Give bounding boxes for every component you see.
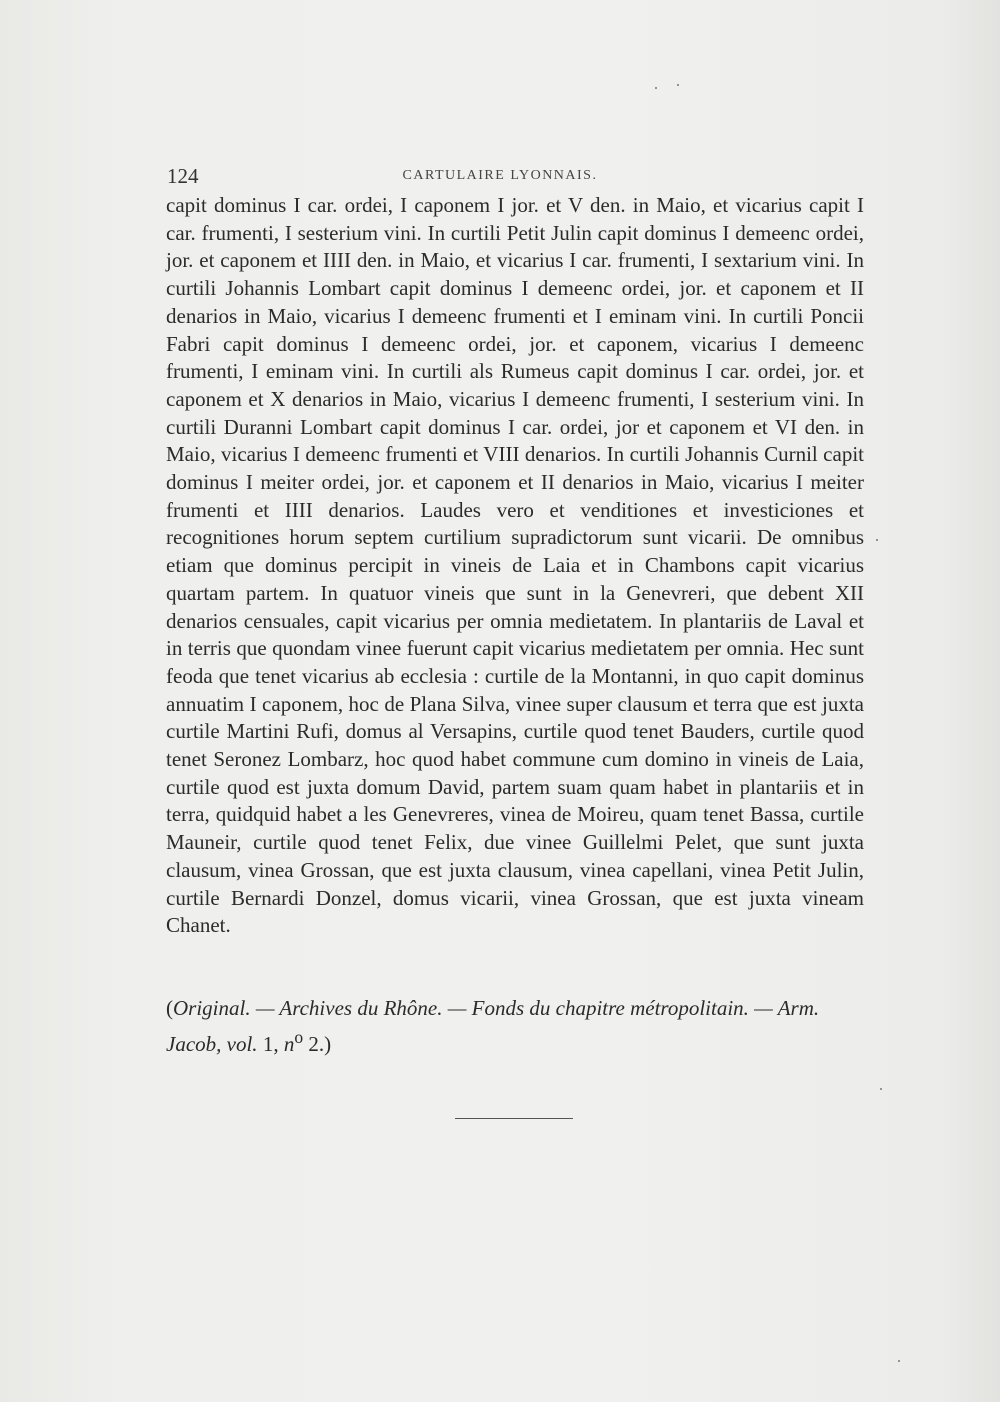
paper-speck	[876, 539, 878, 541]
end-rule	[455, 1118, 573, 1119]
running-title: CARTULAIRE LYONNAIS.	[402, 168, 598, 183]
paper-speck	[677, 84, 679, 86]
source-no-number: 2.)	[308, 1032, 332, 1056]
paper-speck	[898, 1360, 900, 1362]
page-header	[167, 164, 833, 194]
charter-text: capit dominus I car. ordei, I caponem I jor. et V den. in Maio, et vicarius capit I car. frumenti, I sesterium vini. In curtili Petit Julin capit dominus I demeenc ordei, jor. et caponem et IIII den. in Maio, et vicarius I car. frumenti, I sextarium vini. In curtili Johannis Lombart capit dominus I demeenc ordei, jor. et caponem et II denarios in Maio, vicarius I demeenc frumenti et I eminam vini. In curtili Poncii Fabri capit dominus I demeenc ordei, jor. et caponem, vicarius I demeenc frumenti, I eminam vini. In curtili als Rumeus capit dominus I car. ordei, jor. et caponem et X denarios in Maio, vicarius I demeenc frumenti, I sesterium vini. In curtili Duranni Lombart capit dominus I car. ordei, jor et caponem et VI den. in Maio, vicarius I demeenc frumenti et VIII denarios. In curtili Johannis Curnil capit dominus I meiter ordei, jor. et caponem et II denarios in Maio, vicarius I meiter frumenti et IIII denarios. Laudes vero et venditiones et investiciones et recognitiones horum septem curtilium supradictorum sunt vicarii. De omnibus etiam que dominus percipit in vineis de Laia et in Chambons capit vicarius quartam partem. In quatuor vineis que sunt in la Genevreri, que debent XII denarios censuales, capit vicarius per omnia medietatem. In plantariis de Laval et in terris que quondam vinee fuerunt capit vicarius medietatem per omnia. Hec sunt feoda que tenet vicarius ab ecclesia : curtile de la Montanni, in quo capit dominus annuatim I caponem, hoc de Plana Silva, vinee super clausum et terra que est juxta curtile Martini Rufi, domus al Versapins, curtile quod tenet Bauders, curtile quod tenet Seronez Lombarz, hoc quod habet commune cum domino in vineis de Laia, curtile quod est juxta domum David, partem suam quam habet in plantariis et in terra, quidquid habet a les Genevreres, vinea de Moireu, quam tenet Bassa, curtile Mauneir, curtile quod tenet Felix, due vinee Guillelmi Pelet, que sunt juxta clausum, vinea Grossan, que est juxta clausum, vinea capellani, vinea Petit Julin, curtile Bernardi Donzel, domus vicarii, vinea Grossan, que est juxta vineam Chanet.	[166, 193, 864, 938]
source-no-sup: o	[294, 1027, 304, 1047]
page-number: 124	[167, 164, 199, 188]
source-vol-label: vol.	[226, 1032, 258, 1056]
paper-speck	[655, 87, 657, 89]
source-original: Original. — Archives du Rhône. — Fonds du chapitre métropolitain. — Arm. Jacob,	[166, 996, 820, 1056]
paper-speck	[880, 1088, 882, 1090]
source-note	[166, 994, 866, 1059]
source-open-paren: (	[166, 996, 173, 1020]
source-vol-number: 1,	[262, 1032, 279, 1056]
source-no-label: n	[283, 1032, 295, 1056]
